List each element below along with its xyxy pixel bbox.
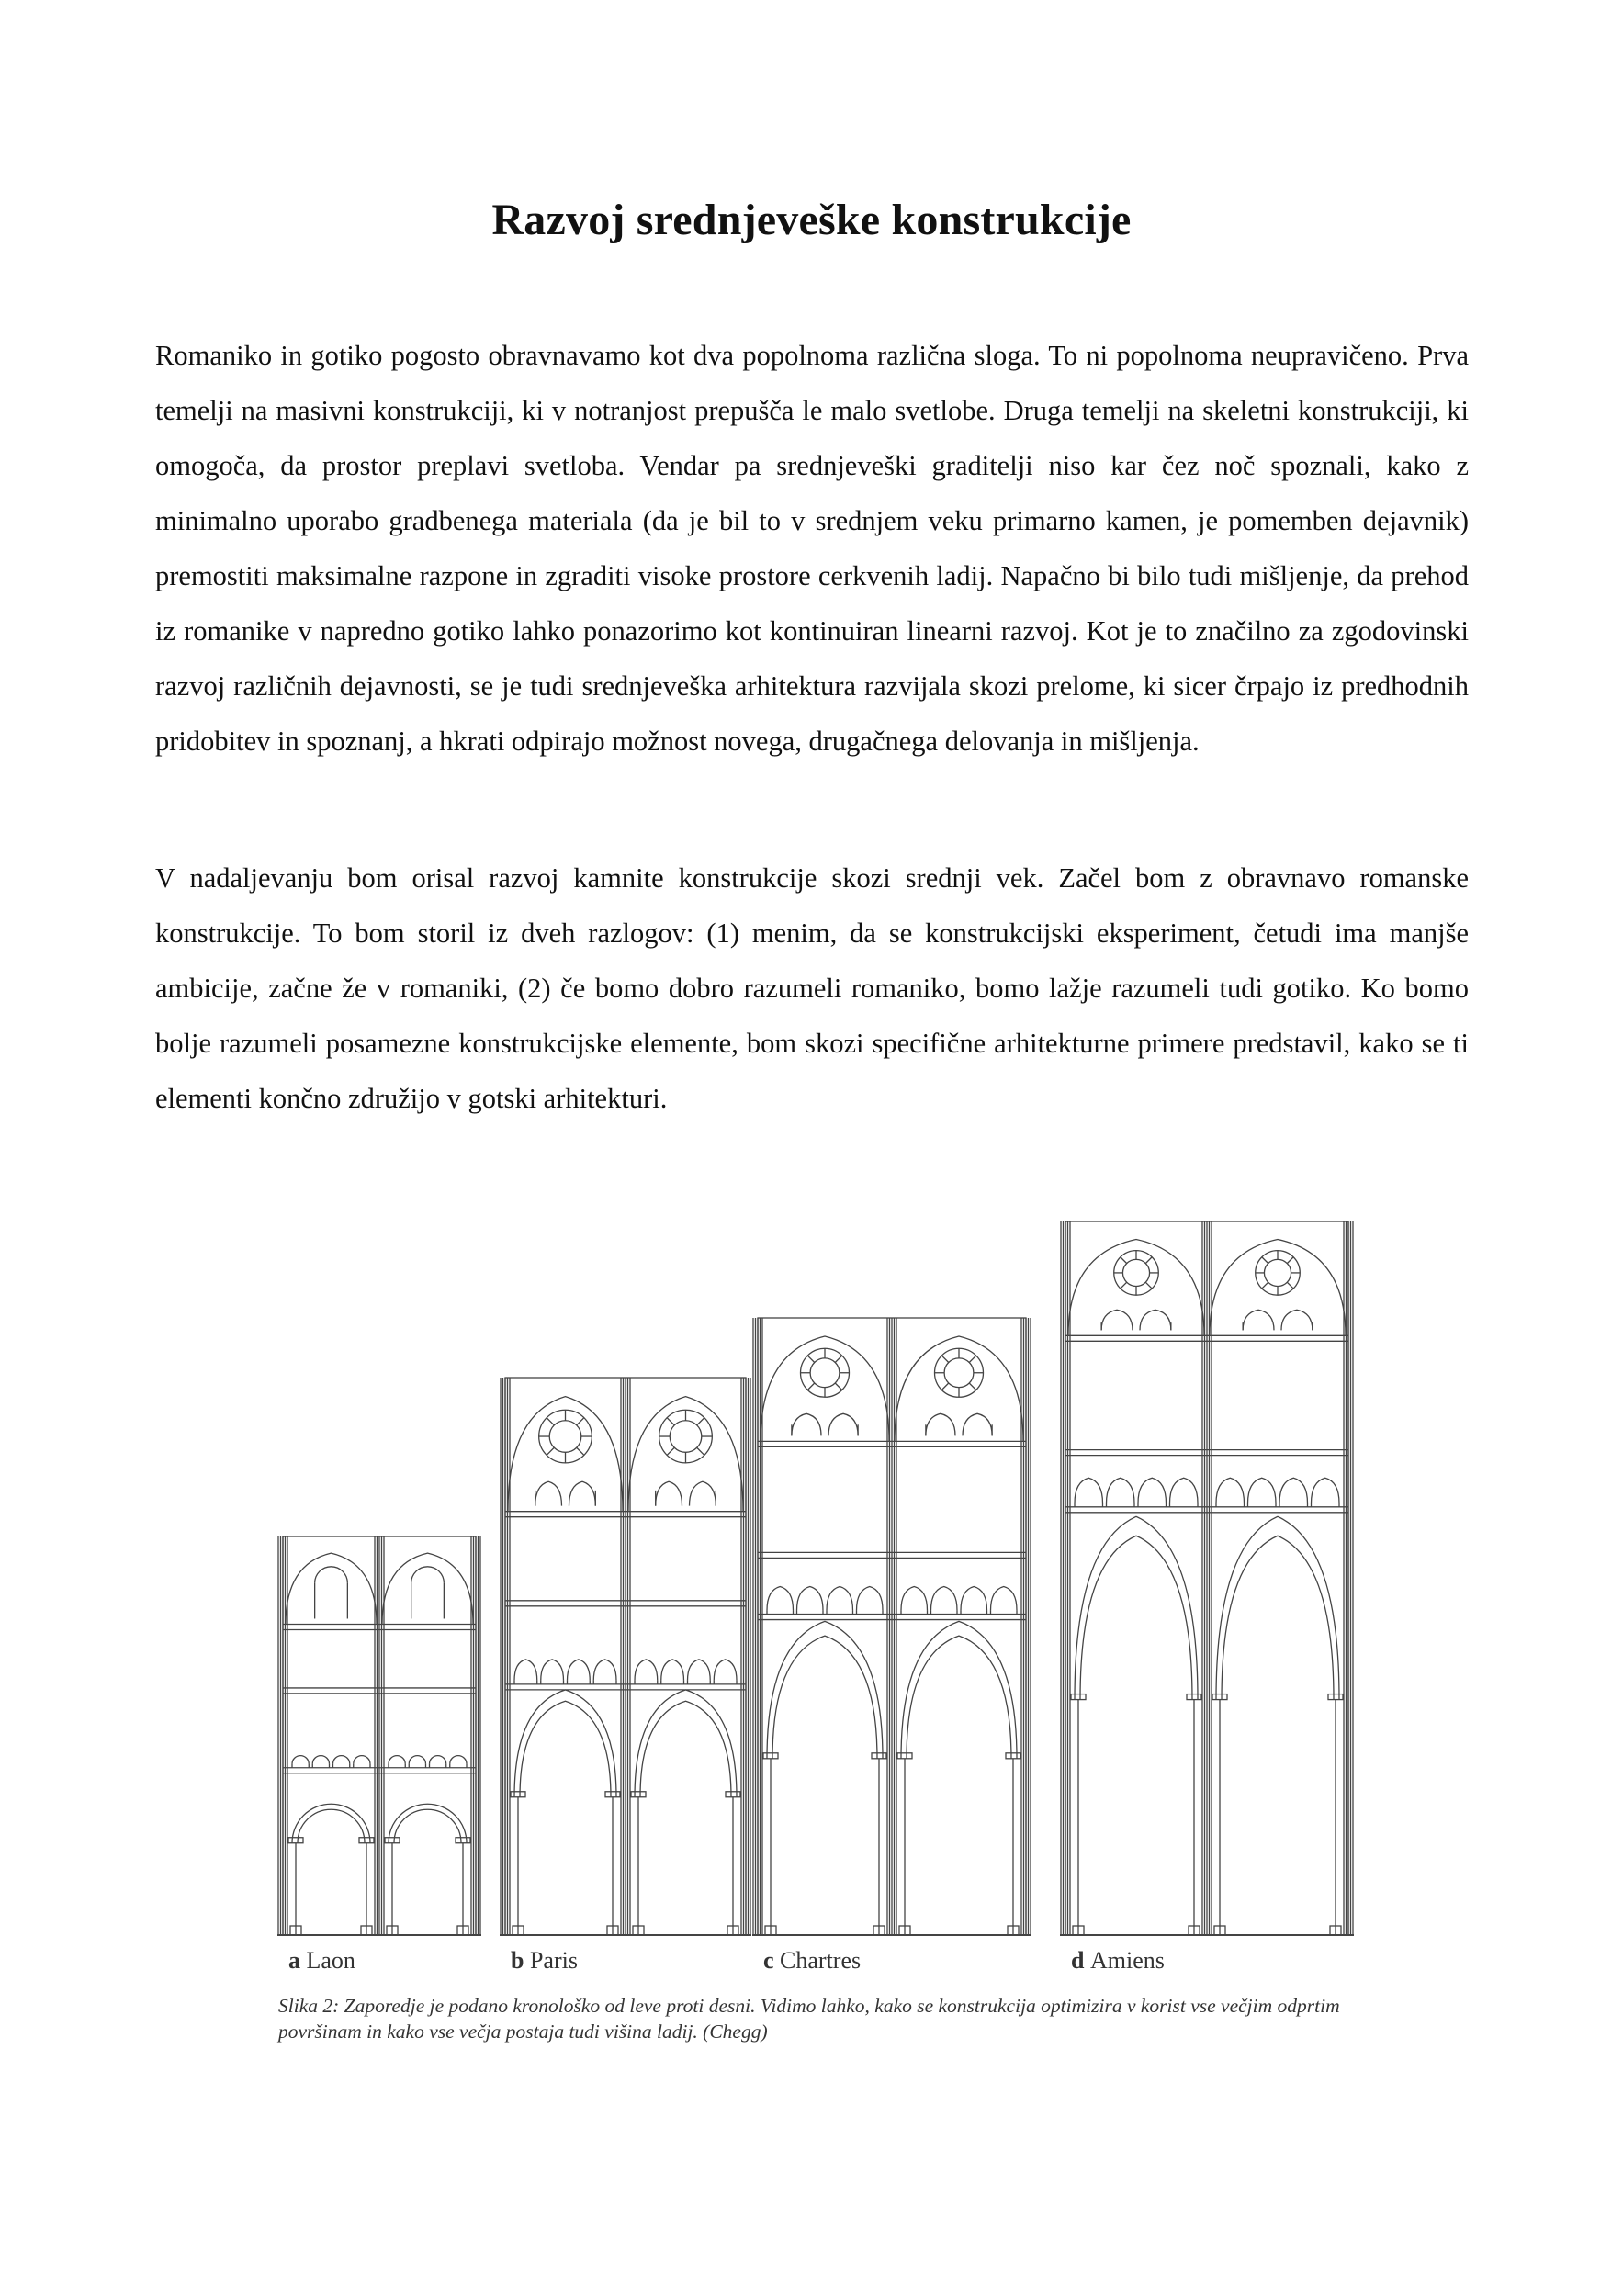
- cathedral-elevations-figure: [276, 1217, 1359, 1988]
- panel-label-paris: b Paris: [511, 1947, 578, 1974]
- paragraph-2: V nadaljevanju bom orisal razvoj kamnite konstrukcije skozi srednji vek. Začel bom z obravnavo romanske konstrukcije. To bom storil iz dveh razlogov: (1) menim, da se konstrukcijski eksperiment, četudi ima manjše ambicije, začne že v romaniki, (2) če bomo dobro razumeli romaniko, bomo lažje razumeli tudi gotiko. Ko bomo bolje razumeli posamezne konstrukcijske elemente, bom skozi specifične arhitekturne primere predstavil, kako se ti elementi končno združijo v gotski arhitekturi.: [155, 862, 1469, 1114]
- panel-label-amiens: d Amiens: [1071, 1947, 1165, 1974]
- panel-label-laon: a Laon: [288, 1947, 355, 1974]
- paragraph-1: Romaniko in gotiko pogosto obravnavamo kot dva popolnoma različna sloga. To ni popolnoma neupravičeno. Prva temelji na masivni konstrukciji, ki v notranjost prepušča le malo svetlobe. Druga temelji na skeletni konstrukciji, ki omogoča, da prostor preplavi svetloba. Vendar pa srednjeveški graditelji niso kar čez noč spoznali, kako z minimalno uporabo gradbenega materiala (da je bil to v srednjem veku primarno kamen, je pomemben dejavnik) premostiti maksimalne razpone in zgraditi visoke prostore cerkvenih ladij. Napačno bi bilo tudi mišljenje, da prehod iz romanike v napredno gotiko lahko ponazorimo kot kontinuiran linearni razvoj. Kot je to značilno za zgodovinski razvoj različnih dejavnosti, se je tudi srednjeveška arhitektura razvijala skozi prelome, ki sicer črpajo iz predhodnih pridobitev in spoznanj, a hkrati odpirajo možnost novega, drugačnega delovanja in mišljenja.: [155, 340, 1469, 757]
- figure-caption: Slika 2: Zaporedje je podano kronološko od leve proti desni. Vidimo lahko, kako se konstrukcija optimizira v korist vse večjim odprtim površinam in kako vse večja postaja tudi višina ladij. (Chegg): [278, 1995, 1340, 2043]
- page-title: Razvoj srednjeveške konstrukcije: [491, 196, 1132, 244]
- elevation-panel-amiens: [1060, 1221, 1354, 1935]
- elevation-panel-chartres: [752, 1318, 1031, 1935]
- elevation-panel-laon: [277, 1536, 481, 1935]
- elevation-panel-paris: [500, 1378, 751, 1935]
- panel-label-chartres: c Chartres: [763, 1947, 862, 1974]
